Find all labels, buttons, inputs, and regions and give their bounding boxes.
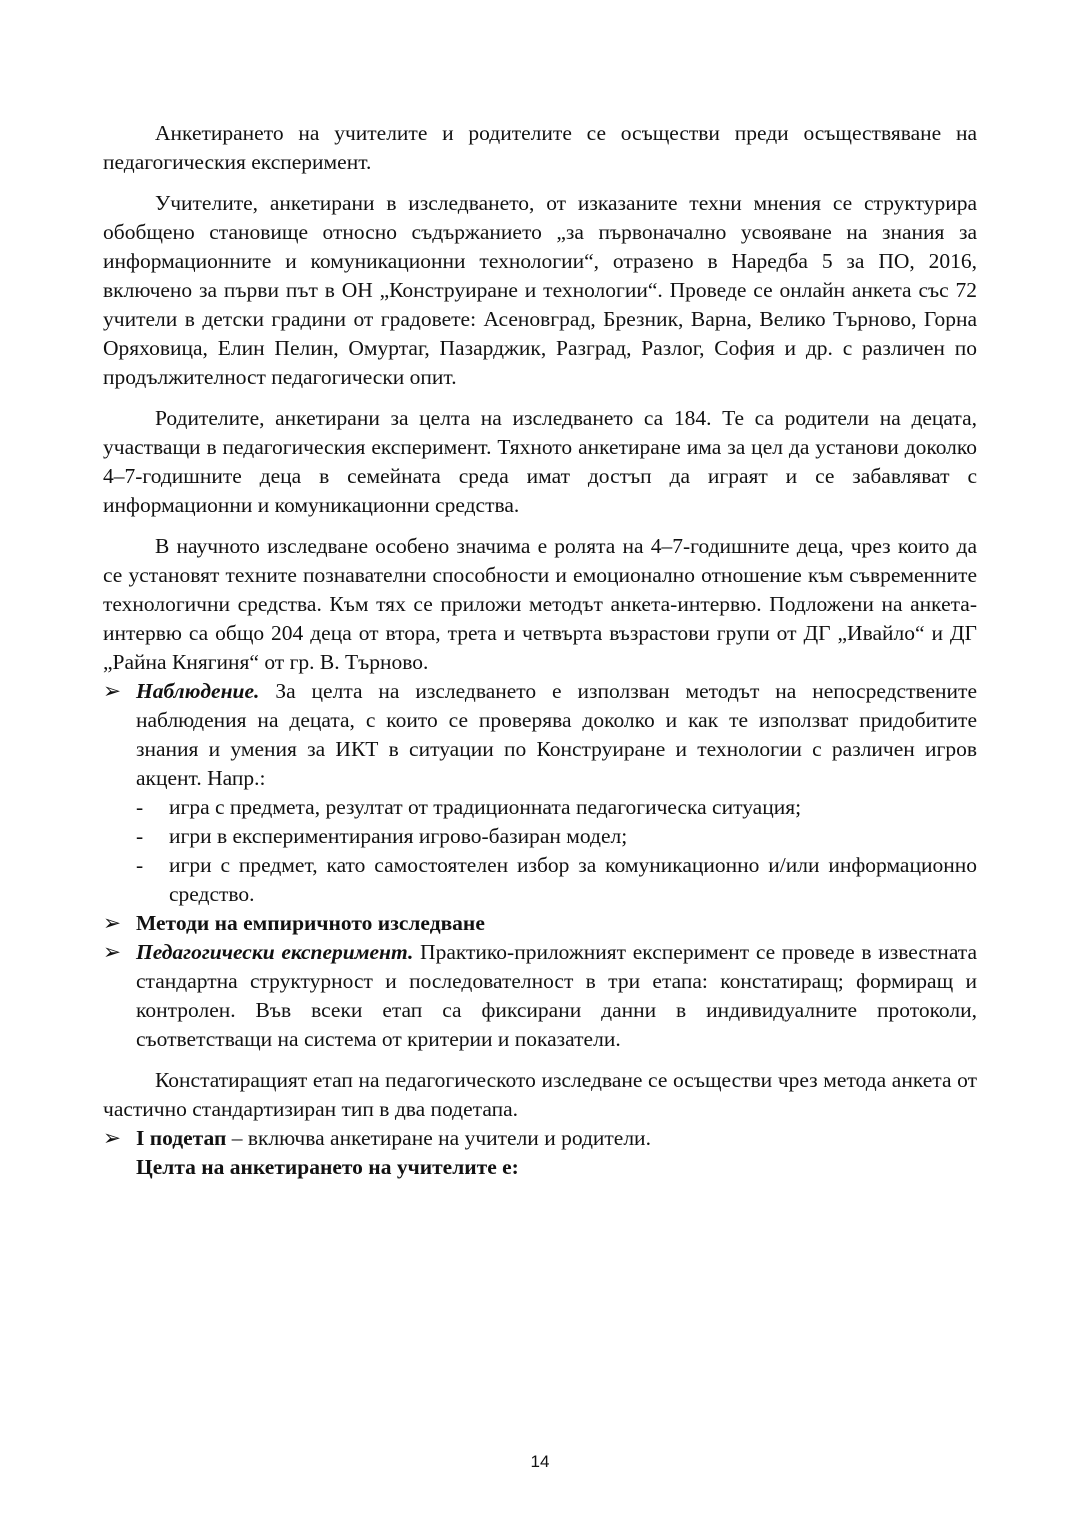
dash-item-text: игри в експериментирания игрово-базиран модел; xyxy=(169,824,628,848)
dash-item-1 xyxy=(103,793,977,822)
bullet-arrow-icon: ➢ xyxy=(103,1126,122,1150)
bullet-substage xyxy=(103,1124,977,1153)
bullet-arrow-icon: ➢ xyxy=(103,911,122,935)
bullet-experiment xyxy=(103,938,977,1054)
bullet-arrow-icon: ➢ xyxy=(103,679,122,703)
dash-item-3 xyxy=(103,851,977,909)
methods-heading: Методи на емпиричното изследване xyxy=(136,911,485,935)
dash-item-2 xyxy=(103,822,977,851)
experiment-term: Педагогически експеримент. xyxy=(136,940,414,964)
page-body xyxy=(103,119,977,1182)
bullet-methods-heading xyxy=(103,909,977,938)
substage-text: – включва анкетиране на учители и родители. xyxy=(226,1126,651,1150)
dash-marker: - xyxy=(136,853,144,877)
dash-marker: - xyxy=(136,824,144,848)
observation-term: Наблюдение. xyxy=(136,679,260,703)
observation-text: За целта на изследването е използван методът на непосредствените наблюдения на децата, с които се проверява доколко и как те използват придобитите знания и умения за ИКТ в ситуации по Конструиране и технологии с различен игров акцент. Напр.: xyxy=(136,679,977,790)
experiment-text: Практико-приложният експеримент се проведе в известната стандартна структурност и последователност в три етапа: констатиращ; формиращ и контролен. Във всеки етап са фиксирани данни в индивидуалните протоколи, съответстващи на система от критерии и показатели. xyxy=(136,940,977,1051)
page-number: 14 xyxy=(530,1452,550,1471)
substage-term: I подетап xyxy=(136,1126,227,1150)
paragraph-teachers-survey: Учителите, анкетирани в изследването, от изказаните техни мнения се структурира обобщено становище относно съдържанието „за първоначално усвояване на знания за информационните и комуникационни технологии“, отразено в Наредба 5 за ПО, 2016, включено за първи път в ОН „Конструиране и технологии“. Проведе се онлайн анкета със 72 учители в детски градини от градовете: Асеновград, Брезник, Варна, Велико Търново, Горна Оряховица, Елин Пелин, Омуртаг, Пазарджик, Разград, Разлог, София и др. с различен по продължителност педагогически опит. xyxy=(103,191,977,389)
dash-marker: - xyxy=(136,795,144,819)
bullet-arrow-icon: ➢ xyxy=(103,940,122,964)
dash-item-text: игри с предмет, като самостоятелен избор за комуникационно и/или информационно средство. xyxy=(169,853,977,906)
bullet-observation xyxy=(103,677,977,793)
goal-heading: Целта на анкетирането на учителите е: xyxy=(136,1155,519,1179)
paragraph-children-interview: В научното изследване особено значима е ролята на 4–7-годишните деца, чрез които да се установят техните познавателни способности и емоционално отношение към съвременните технологични средства. Към тях се приложи методът анкета-интервю. Подложени на анкета-интервю са общо 204 деца от втора, трета и четвърта възрастови групи от ДГ „Ивайло“ и ДГ „Райна Княгиня“ от гр. В. Търново. xyxy=(103,534,977,674)
paragraph-parents-survey: Родителите, анкетирани за целта на изследването са 184. Те са родители на децата, участващи в педагогическия експеримент. Тяхното анкетиране има за цел да установи доколко 4–7-годишните деца в семейната среда имат достъп да играят и се забавляват с информационни и комуникационни средства. xyxy=(103,406,977,517)
paragraph-ascertaining-stage: Констатиращият етап на педагогическото изследване се осъществи чрез метода анкета от частично стандартизиран тип в два подетапа. xyxy=(103,1068,977,1121)
dash-item-text: игра с предмета, резултат от традиционната педагогическа ситуация; xyxy=(169,795,802,819)
paragraph-survey-timing: Анкетирането на учителите и родителите се осъществи преди осъществяване на педагогическия експеримент. xyxy=(103,121,977,174)
